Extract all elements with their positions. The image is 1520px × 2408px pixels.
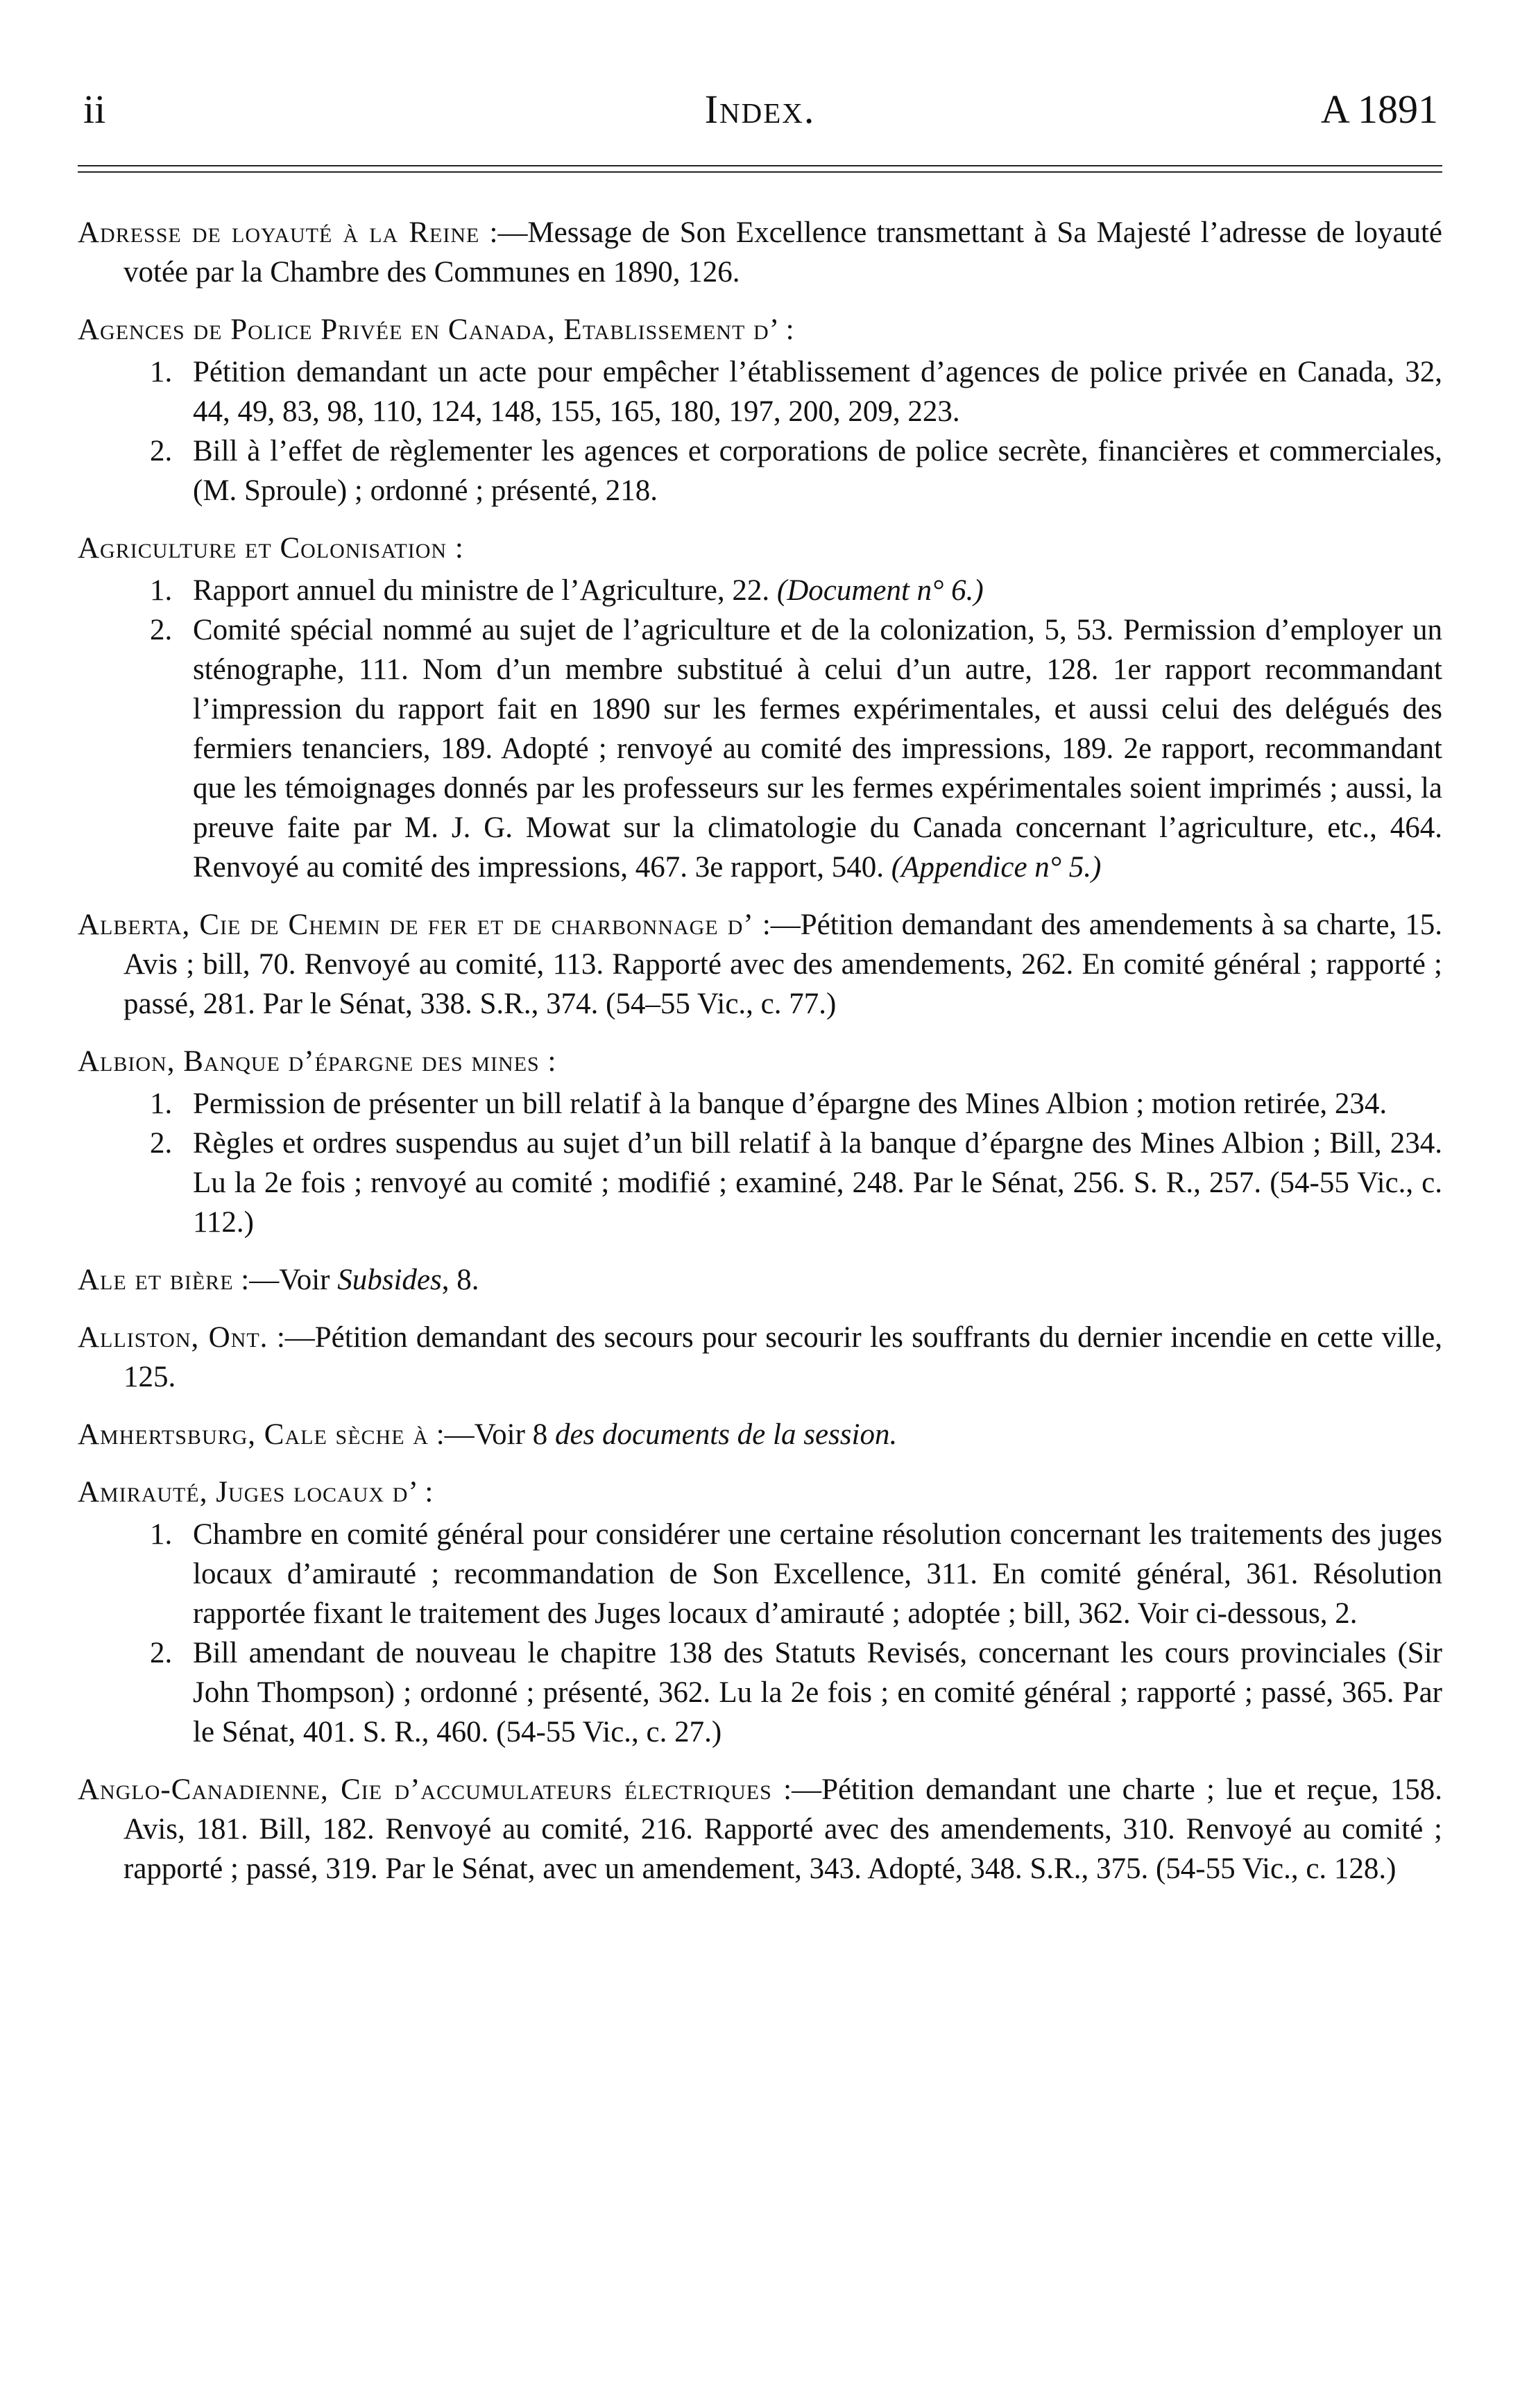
- list-item: [78, 352, 1442, 431]
- index-entry: [78, 1472, 1442, 1752]
- entry-heading: Anglo-Canadienne, Cie d’accumulateurs électriques: [78, 1773, 772, 1806]
- item-text: Bill amendant de nouveau le chapitre 138 des Statuts Revisés, concernant les cours provinciales (Sir John Thompson) ; ordonné ; présenté, 362. Lu la 2e fois ; en comité général ; rapporté ; passé, 365. Par le Sénat, 401. S. R., 460. (54-55 Vic., c. 27.): [193, 1637, 1442, 1748]
- list-item: [78, 571, 1442, 610]
- header-rule-bottom: [78, 171, 1442, 173]
- entry-heading: Amhertsburg, Cale sèche à: [78, 1418, 429, 1451]
- item-reference: (Appendice n° 5.): [891, 851, 1102, 884]
- entry-heading: Amirauté, Juges locaux d’ :: [78, 1476, 434, 1508]
- list-item: [78, 1124, 1442, 1242]
- entry-tail: , 8.: [441, 1264, 479, 1296]
- list-item: [78, 610, 1442, 887]
- index-entry: [78, 310, 1442, 510]
- item-number: 1.: [150, 1518, 173, 1551]
- page-header: [78, 82, 1442, 158]
- list-item: [78, 1633, 1442, 1752]
- entry-text: :—Pétition demandant des secours pour secourir les souffrants du dernier incendie en cette ville, 125.: [123, 1321, 1442, 1393]
- entry-reference: des documents de la session.: [554, 1418, 898, 1451]
- index-entries: [78, 213, 1442, 1889]
- item-number: 1.: [150, 574, 173, 607]
- item-text: Pétition demandant un acte pour empêcher l’établissement d’agences de police privée en Canada, 32, 44, 49, 83, 98, 110, 124, 148, 155, 165, 180, 197, 200, 209, 223.: [193, 356, 1442, 428]
- item-text: Bill à l’effet de règlementer les agences et corporations de police secrète, financières et commerciales, (M. Sproule) ; ordonné ; présenté, 218.: [193, 435, 1442, 507]
- entry-heading: Ale et bière: [78, 1264, 234, 1296]
- item-reference: (Document n° 6.): [776, 574, 984, 607]
- item-text: Rapport annuel du ministre de l’Agriculture, 22.: [193, 574, 770, 607]
- item-text: Règles et ordres suspendus au sujet d’un bill relatif à la banque d’épargne des Mines Albion ; Bill, 234. Lu la 2e fois ; renvoyé au comité ; modifié ; examiné, 248. Par le Sénat, 256. S. R., 257. (54-55 Vic., c. 112.): [193, 1127, 1442, 1239]
- list-item: [78, 1515, 1442, 1633]
- index-entry: [78, 905, 1442, 1024]
- running-title: Index.: [704, 87, 816, 132]
- item-number: 2.: [150, 614, 173, 646]
- index-entry: [78, 528, 1442, 887]
- item-text: Chambre en comité général pour considérer une certaine résolution concernant les traitements des juges locaux d’amirauté ; recommandation de Son Excellence, 311. En comité général, 361. Résolution rapportée fixant le traitement des Juges locaux d’amirauté ; adoptée ; bill, 362. Voir ci-dessous, 2.: [193, 1518, 1442, 1630]
- entry-heading: Alberta, Cie de Chemin de fer et de charbonnage d’: [78, 909, 754, 941]
- index-entry: [78, 1042, 1442, 1242]
- item-text: Permission de présenter un bill relatif à la banque d’épargne des Mines Albion ; motion retirée, 234.: [193, 1087, 1387, 1120]
- item-number: 2.: [150, 1127, 173, 1160]
- entry-heading: Agriculture et Colonisation :: [78, 532, 464, 565]
- entry-heading: Albion, Banque d’épargne des mines :: [78, 1045, 557, 1078]
- index-page: [78, 82, 1442, 1907]
- index-entry: [78, 1318, 1442, 1397]
- item-number: 1.: [150, 1087, 173, 1120]
- page-number: ii: [83, 87, 106, 132]
- entry-heading: Adresse de loyauté à la Reine: [78, 216, 480, 249]
- entry-text: :—Pétition demandant des amendements à sa charte, 15. Avis ; bill, 70. Renvoyé au comité, 113. Rapporté avec des amendements, 262. En comité général ; rapporté ; passé, 281. Par le Sénat, 338. S.R., 374. (54–55 Vic., c. 77.): [123, 909, 1442, 1020]
- item-number: 1.: [150, 356, 173, 388]
- item-number: 2.: [150, 435, 173, 467]
- entry-heading: Agences de Police Privée en Canada, Etablissement d’ :: [78, 313, 795, 346]
- entry-heading: Alliston, Ont.: [78, 1321, 268, 1354]
- index-entry: [78, 1770, 1442, 1889]
- header-rule-top: [78, 165, 1442, 166]
- entry-text: :—Pétition demandant une charte ; lue et reçue, 158. Avis, 181. Bill, 182. Renvoyé au comité, 216. Rapporté avec des amendements, 310. Renvoyé au comité ; rapporté ; passé, 319. Par le Sénat, avec un amendement, 343. Adopté, 348. S.R., 375. (54-55 Vic., c. 128.): [123, 1773, 1443, 1885]
- item-text: Comité spécial nommé au sujet de l’agriculture et de la colonization, 5, 53. Permission d’employer un sténographe, 111. Nom d’un membre substitué à celui d’un autre, 128. 1er rapport recommandant l’impression du rapport fait en 1890 sur les fermes expérimentales, et aussi celui des delégués des fermiers tenanciers, 189. Adopté ; renvoyé au comité des impressions, 189. 2e rapport, recommandant que les témoignages donnés par les professeurs sur les fermes expérimentales soient imprimés ; aussi, la preuve faite par M. J. G. Mowat sur la climatologie du Canada concernant l’agriculture, etc., 464. Renvoyé au comité des impressions, 467. 3e rapport, 540.: [193, 614, 1442, 884]
- entry-text: :—Voir 8: [436, 1418, 548, 1451]
- year-label: A 1891: [1320, 87, 1438, 132]
- index-entry: [78, 1415, 1442, 1454]
- entry-reference: Subsides: [337, 1264, 442, 1296]
- index-entry: [78, 213, 1442, 292]
- list-item: [78, 1084, 1442, 1124]
- entry-text: :—Message de Son Excellence transmettant à Sa Majesté l’adresse de loyauté votée par la Chambre des Communes en 1890, 126.: [123, 216, 1443, 289]
- index-entry: [78, 1260, 1442, 1300]
- list-item: [78, 431, 1442, 510]
- entry-text: :—Voir: [241, 1264, 330, 1296]
- item-number: 2.: [150, 1637, 173, 1669]
